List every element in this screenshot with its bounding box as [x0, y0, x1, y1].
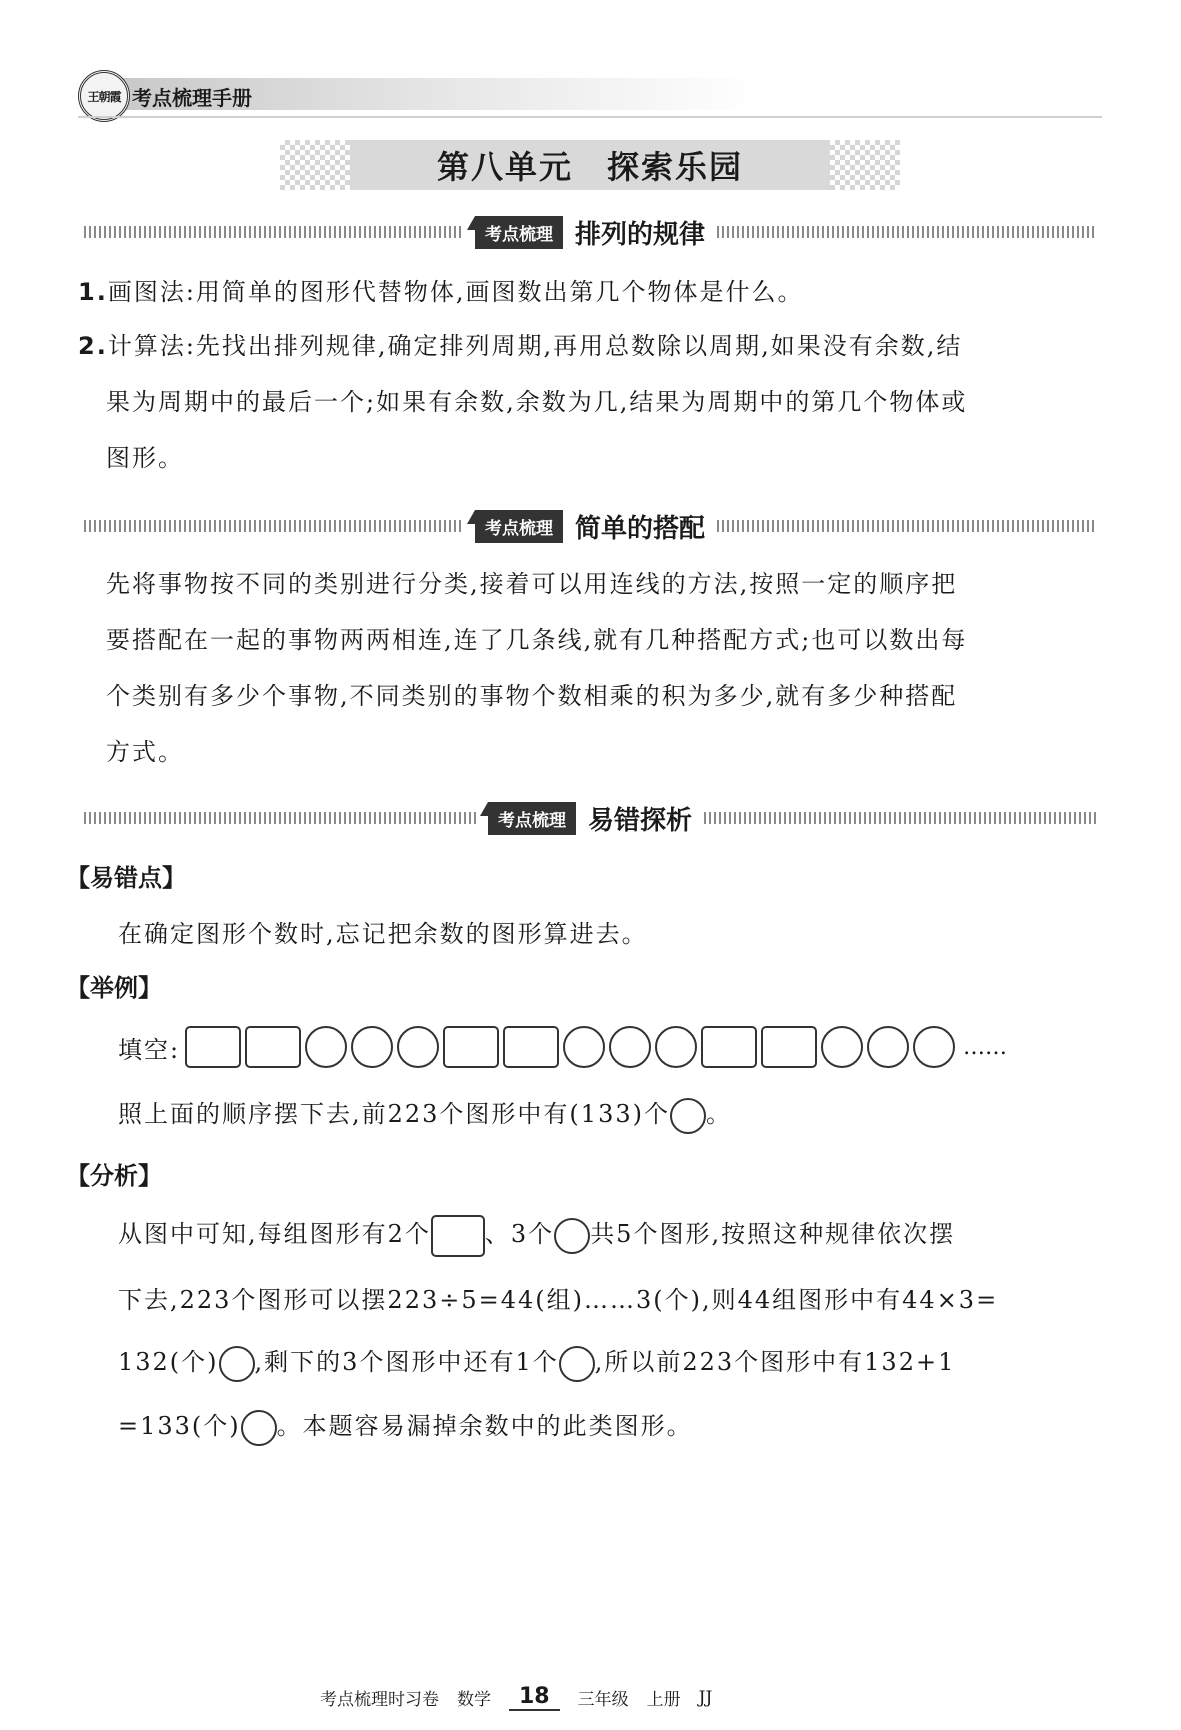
rule-item-1 [78, 272, 804, 307]
dotted-rule-left [84, 812, 476, 824]
analysis-text: 共5个图形,按照这种规律依次摆 [590, 1220, 956, 1248]
dotted-rule-right [717, 226, 1096, 238]
footer-volume: 上册 [646, 1690, 681, 1710]
matching-line-2: 要搭配在一起的事物两两相连,连了几条线,就有几种搭配方式;也可以数出每 [106, 626, 968, 654]
section-title: 易错探析 [588, 805, 693, 836]
circle-shape [670, 1098, 706, 1134]
rule-item-2-line-2: 果为周期中的最后一个;如果有余数,余数为几,结果为周期中的第几个物体或 [106, 388, 968, 416]
analysis-text: 132(个) [118, 1348, 219, 1376]
circle-shape [241, 1410, 277, 1446]
circle-shape [563, 1026, 605, 1068]
example-label: 【举例】 [66, 974, 162, 1002]
circle-shape [913, 1026, 955, 1068]
section-title: 排列的规律 [575, 219, 706, 250]
ellipsis: …… [963, 1034, 1007, 1060]
square-shape [503, 1026, 559, 1068]
analysis-text: 、3个 [484, 1220, 555, 1248]
square-shape [761, 1026, 817, 1068]
dotted-rule-right [704, 812, 1096, 824]
example-prefix: 填空: [118, 1036, 181, 1064]
analysis-line-4 [118, 1406, 693, 1446]
circle-shape [609, 1026, 651, 1068]
section-tag: 考点梳理 [475, 510, 563, 543]
example-question-end: 。 [705, 1100, 732, 1128]
example-question [118, 1094, 732, 1134]
analysis-line-2: 下去,223个图形可以摆223÷5=44(组)……3(个),则44组图形中有44×3= [118, 1286, 999, 1314]
analysis-text: =133(个) [118, 1412, 241, 1440]
footer-subject: 数学 [457, 1690, 491, 1710]
header-title: 考点梳理手册 [132, 86, 252, 110]
dotted-rule-left [84, 520, 463, 532]
logo-text: 王朝霞 [87, 89, 121, 104]
footer-grade: 三年级 [577, 1690, 629, 1710]
item-number: 2. [78, 332, 108, 360]
circle-shape [559, 1346, 595, 1382]
circle-shape [655, 1026, 697, 1068]
square-shape [185, 1026, 241, 1068]
square-shape [431, 1215, 485, 1257]
circle-shape [821, 1026, 863, 1068]
footer-edition: JJ [698, 1687, 713, 1708]
brand-logo [78, 70, 130, 122]
footer-book: 考点梳理时习卷 [320, 1690, 439, 1710]
analysis-text: ,所以前223个图形中有132+1 [594, 1348, 956, 1376]
item-number: 1. [78, 278, 108, 306]
mistake-point-label: 【易错点】 [66, 864, 186, 892]
page-number: 18 [509, 1684, 560, 1711]
rule-item-2 [78, 326, 962, 361]
section-tag: 考点梳理 [488, 802, 576, 835]
analysis-line-3 [118, 1342, 955, 1382]
unit-title: 第八单元 探索乐园 [436, 148, 743, 186]
example-question-text: 照上面的顺序摆下去,前223个图形中有(133)个 [118, 1100, 670, 1128]
section-title: 简单的搭配 [575, 513, 706, 544]
section-tag: 考点梳理 [475, 216, 563, 249]
section-header-mistakes [84, 798, 1096, 838]
analysis-line-1 [118, 1214, 955, 1257]
section-header-pattern [84, 212, 1096, 252]
header-divider [78, 116, 1102, 118]
square-shape [443, 1026, 499, 1068]
item-text: 画图法:用简单的图形代替物体,画图数出第几个物体是什么。 [107, 278, 804, 306]
circle-shape [219, 1346, 255, 1382]
shape-sequence [185, 1026, 1007, 1068]
mistake-point-text: 在确定图形个数时,忘记把余数的图形算进去。 [118, 920, 648, 948]
circle-shape [554, 1218, 590, 1254]
analysis-label: 【分析】 [66, 1162, 162, 1190]
dotted-rule-left [84, 226, 463, 238]
circle-shape [397, 1026, 439, 1068]
dotted-rule-right [717, 520, 1096, 532]
unit-title-bar [350, 140, 830, 190]
circle-shape [867, 1026, 909, 1068]
square-shape [245, 1026, 301, 1068]
analysis-text: 。本题容易漏掉余数中的此类图形。 [276, 1412, 693, 1440]
unit-title-banner [280, 140, 900, 190]
analysis-text: 从图中可知,每组图形有2个 [118, 1220, 431, 1248]
matching-line-4: 方式。 [106, 738, 184, 766]
section-header-matching [84, 506, 1096, 546]
matching-line-3: 个类别有多少个事物,不同类别的事物个数相乘的积为多少,就有多少种搭配 [106, 682, 958, 710]
page-footer [320, 1684, 780, 1711]
circle-shape [351, 1026, 393, 1068]
rule-item-2-line-3: 图形。 [106, 444, 184, 472]
square-shape [701, 1026, 757, 1068]
matching-line-1: 先将事物按不同的类别进行分类,接着可以用连线的方法,按照一定的顺序把 [106, 570, 958, 598]
item-text: 计算法:先找出排列规律,确定排列周期,再用总数除以周期,如果没有余数,结 [107, 332, 963, 360]
analysis-text: ,剩下的3个图形中还有1个 [254, 1348, 559, 1376]
circle-shape [305, 1026, 347, 1068]
